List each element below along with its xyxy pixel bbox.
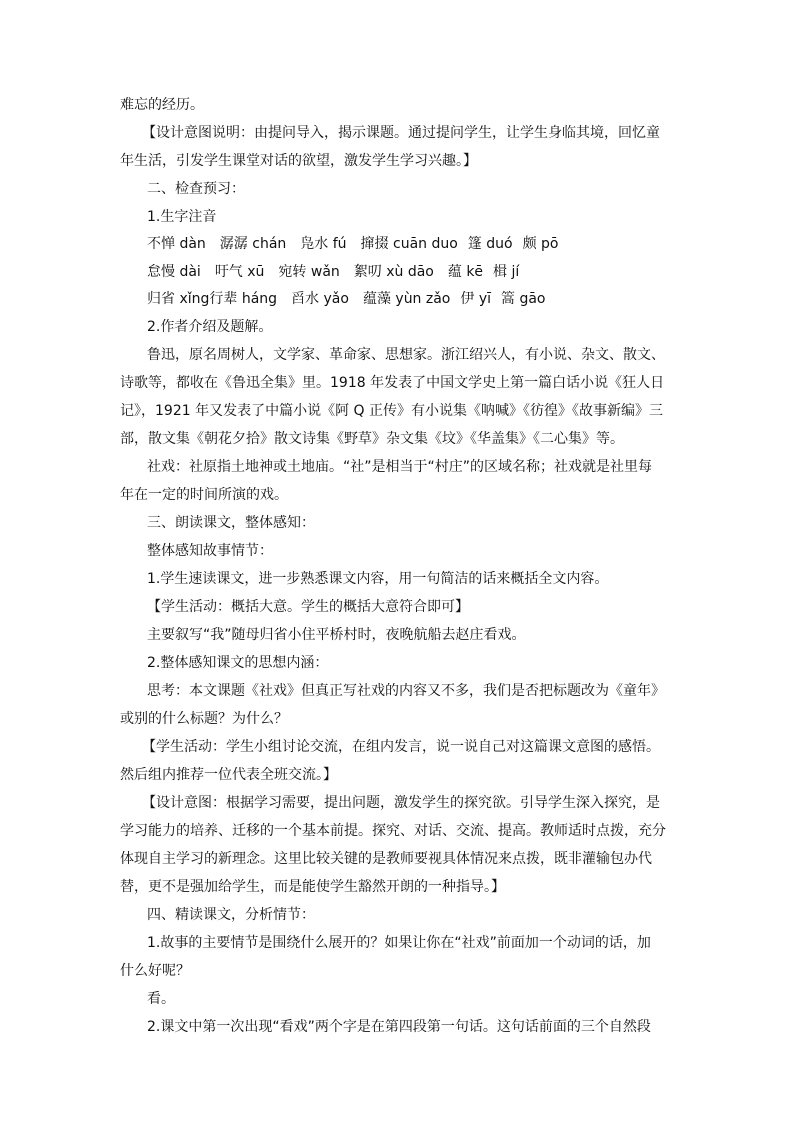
pinyin-item: 归省 xǐng: [147, 291, 210, 307]
section-heading: 三、朗读课文，整体感知：: [147, 515, 315, 531]
text-line: 什么好呢？: [120, 963, 190, 979]
section-heading: 二、检查预习：: [147, 181, 245, 197]
design-intent-note: 【设计意图：根据学习需要，提出问题，激发学生的探究欲。引导学生深入探究，是: [142, 795, 660, 811]
subheading: 整体感知故事情节：: [147, 543, 273, 559]
pinyin-item: 不惮 dàn: [147, 236, 206, 252]
text-line: 社戏：社原指土地神或土地庙。“社”是相当于“村庄”的区域名称；社戏就是社里每: [147, 459, 653, 475]
text-line: 2.课文中第一次出现“看戏”两个字是在第四段第一句话。这句话前面的三个自然段: [147, 1019, 651, 1035]
text-line: 然后组内推荐一位代表全班交流。】: [120, 767, 337, 783]
pinyin-item: 伊 yī: [460, 291, 492, 307]
text-line: 思考：本文课题《社戏》但真正写社戏的内容又不多，我们是否把标题改为《童年》: [147, 683, 665, 699]
design-intent-note: 【设计意图说明：由提问导入，揭示课题。通过提问学生，让学生身临其境，回忆童: [142, 125, 660, 141]
pinyin-item: 凫水 fú: [300, 236, 347, 252]
pinyin-item: 楫 jí: [493, 264, 520, 280]
pinyin-item: 篷 duó: [467, 236, 513, 252]
text-line: 部，散文集《朝花夕拾》散文诗集《野草》杂文集《坟》《华盖集》《二心集》等。: [120, 431, 624, 447]
student-activity-note: 【学生活动：学生小组讨论交流，在组内发言，说一说自己对这篇课文意图的感悟。: [142, 739, 660, 755]
text-line: 1.故事的主要情节是围绕什么展开的？如果让你在“社戏”前面加一个动词的话，加: [147, 935, 651, 951]
text-line: 体现自主学习的新理念。这里比较关键的是教师要视具体情况来点拨，既非灌输包办代: [120, 851, 652, 867]
pinyin-item: 舀水 yǎo: [291, 291, 349, 307]
pinyin-item: 蕴藻 yùn zǎo: [362, 291, 451, 307]
pinyin-item: 宛转 wǎn: [278, 264, 340, 280]
text-line: 主要叙写“我”随母归省小住平桥村时，夜晚航船去赵庄看戏。: [147, 627, 526, 643]
text-line: 诗歌等，都收在《鲁迅全集》里。1918 年发表了中国文学史上第一篇白话小说《狂人日: [120, 375, 665, 391]
text-line: 年在一定的时间所演的戏。: [120, 487, 288, 503]
subheading: 1.生字注音: [147, 209, 217, 225]
pinyin-item: 撺掇 cuān duo: [360, 236, 458, 252]
text-line: 鲁迅，原名周树人，文学家、革命家、思想家。浙江绍兴人，有小说、杂文、散文、: [147, 347, 665, 363]
text-line: 学习能力的培养、迁移的一个基本前提。探究、对话、交流、提高。教师适时点拨，充分: [120, 823, 666, 839]
text-line: 或别的什么标题？为什么？: [120, 711, 288, 727]
text-line: 记》，1921 年又发表了中篇小说《阿 Q 正传》有小说集《呐喊》《彷徨》《故事新编》三: [120, 403, 663, 419]
pinyin-item: 蕴 kē: [447, 264, 484, 280]
pinyin-row: [147, 263, 519, 281]
text-line: 看。: [147, 991, 175, 1007]
pinyin-row: [147, 290, 546, 308]
section-heading: 四、精读课文，分析情节：: [147, 907, 315, 923]
pinyin-row: [147, 235, 558, 253]
text-line: 替，更不是强加给学生，而是能使学生豁然开朗的一种指导。】: [120, 879, 505, 895]
text-line: 年生活，引发学生课堂对话的欲望，激发学生学习兴趣。】: [120, 153, 477, 169]
pinyin-item: 吁气 xū: [214, 264, 265, 280]
pinyin-item: 篙 gāo: [501, 291, 546, 307]
pinyin-item: 絮叨 xù dāo: [353, 264, 434, 280]
text-line: 难忘的经历。: [120, 97, 204, 113]
pinyin-item: 怠慢 dài: [147, 264, 201, 280]
subheading: 2.作者介绍及题解。: [147, 319, 273, 335]
student-activity-note: 【学生活动：概括大意。学生的概括大意符合即可】: [147, 599, 469, 615]
subheading: 2.整体感知课文的思想内涵：: [147, 655, 329, 671]
pinyin-item: 颇 pō: [522, 236, 559, 252]
pinyin-item: 行辈 háng: [209, 291, 278, 307]
text-line: 1.学生速读课文，进一步熟悉课文内容，用一句简洁的话来概括全文内容。: [147, 571, 609, 587]
pinyin-item: 潺潺 chán: [219, 236, 287, 252]
